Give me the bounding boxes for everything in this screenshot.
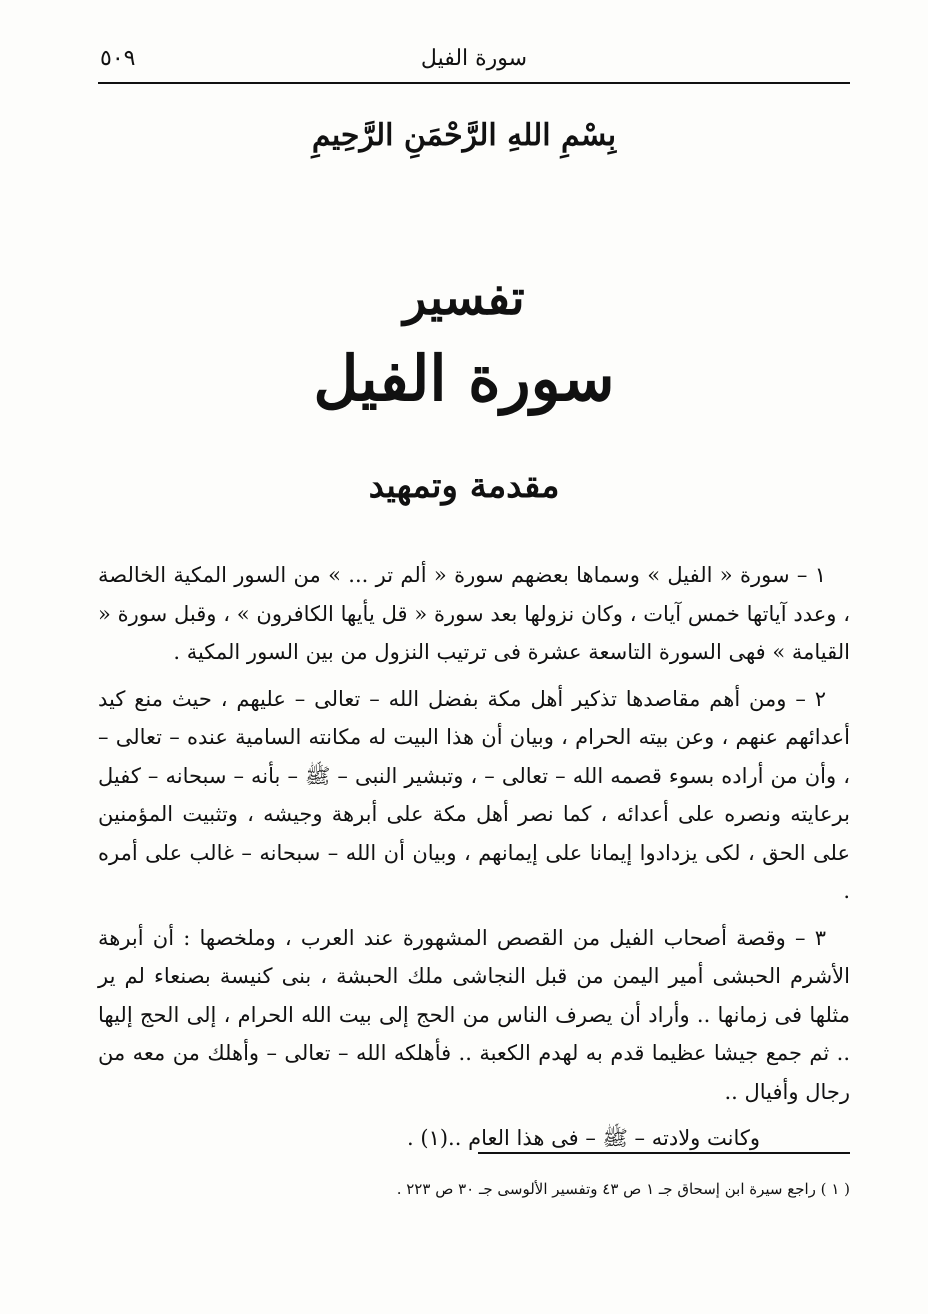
footnote: ( ١ ) راجع سيرة ابن إسحاق جـ ١ ص ٤٣ وتفسير الألوسى جـ ٣٠ ص ٢٢٣ . [396, 1180, 850, 1198]
running-header [98, 38, 850, 84]
chapter-title-line1: تفسير [403, 270, 525, 326]
paragraph-4: وكانت ولادته – ﷺ – فى هذا العام ..(١) . [407, 1126, 760, 1150]
running-title: سورة الفيل [420, 46, 528, 71]
paragraph-1: ١ – سورة « الفيل » وسماها بعضهم سورة « ألم تر ... » من السور المكية الخالصة ، وعدد آياتها خمس آيات ، وكان نزولها بعد سورة « قل يأيها الكافرون » ، وقبل سورة « القيامة » فهى السورة التاسعة عشرة فى ترتيب النزول من بين السور المكية . [98, 563, 850, 664]
paragraph-2: ٢ – ومن أهم مقاصدها تذكير أهل مكة بفضل الله – تعالى – عليهم ، حيث منع كيد أعدائهم عنهم ، وعن بيته الحرام ، وبيان أن هذا البيت له مكانته السامية عنده – تعالى – ، وأن من أراده بسوء قصمه الله – تعالى – ، وتبشير النبى – ﷺ – بأنه – سبحانه – كفيل برعايته ونصره على أعدائه ، كما نصر أهل مكة على أبرهة وجيشه ، وتثبيت المؤمنين على الحق ، لكى يزدادوا إيمانا على إيمانهم ، وبيان أن الله – سبحانه – غالب على أمره . [98, 686, 850, 903]
page-number: ٥٠٩ [100, 46, 136, 71]
paragraph-3: ٣ – وقصة أصحاب الفيل من القصص المشهورة عند العرب ، وملخصها : أن أبرهة الأشرم الحبشى أمير اليمن من قبل النجاشى ملك الحبشة ، بنى كنيسة بصنعاء لم ير مثلها فى زمانها .. وأراد أن يصرف الناس من الحج إلى بيت الله الحرام ، إلى الحج إليها .. ثم جمع جيشا عظيما قدم به لهدم الكعبة .. فأهلكه الله – تعالى – وأهلك من معه من رجال وأفيال .. [98, 925, 850, 1104]
footnote-divider [478, 1152, 850, 1154]
chapter-title-line2: سورة الفيل [313, 342, 615, 415]
body-text [98, 556, 850, 1166]
basmala: بِسْمِ اللهِ الرَّحْمَنِ الرَّحِيمِ [311, 118, 617, 153]
section-subtitle: مقدمة وتمهيد [368, 466, 560, 506]
